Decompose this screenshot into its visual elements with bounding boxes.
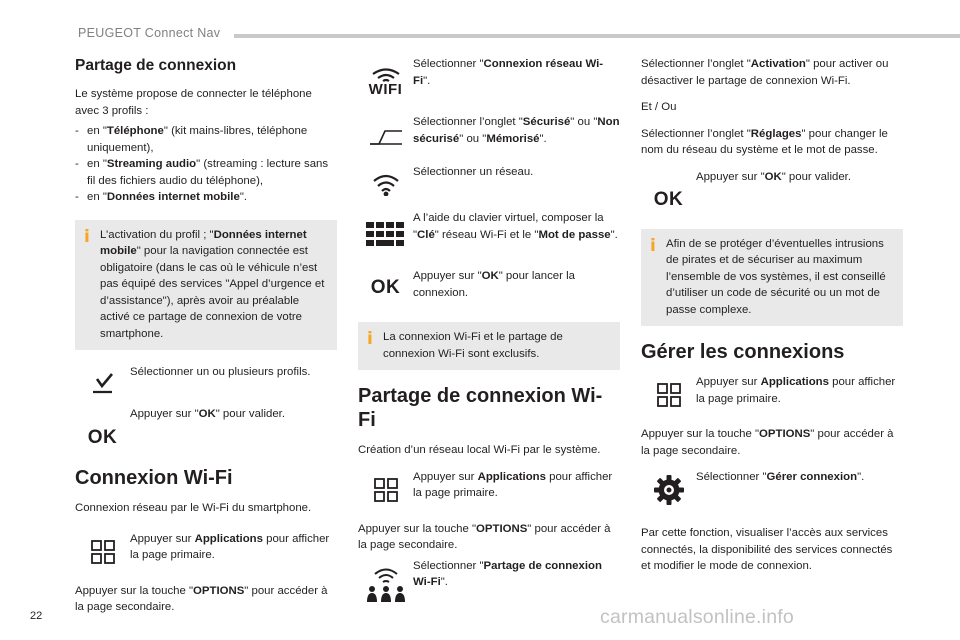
column-3 — [641, 56, 903, 579]
applications-grid-icon — [75, 531, 130, 571]
info-box: i Afin de se protéger d’éventuelles intrusions de pirates et de sécuriser au maximum l’ensemble de vos systèmes, il est conseillé d’utiliser un code de sécurité ou un mot de passe complexe. — [641, 229, 903, 327]
step-applications: Appuyer sur Applications pour afficher la page primaire. — [75, 531, 337, 571]
ok-icon: OK — [87, 426, 118, 448]
info-icon: i — [84, 226, 90, 247]
applications-grid-icon — [358, 469, 413, 509]
info-icon: i — [650, 235, 656, 256]
page-number: 22 — [30, 610, 43, 622]
options-instruction: Appuyer sur la touche "OPTIONS" pour accéder à la page secondaire. — [641, 428, 894, 457]
activation-instruction: Sélectionner l’onglet "Activation" pour activer ou désactiver le partage de connexion Wi-Fi. — [641, 58, 889, 87]
step-applications: Appuyer sur Applications pour afficher la page primaire. — [358, 469, 620, 509]
step-applications: Appuyer sur Applications pour afficher la page primaire. — [641, 374, 903, 414]
hotspot-intro: Création d’un réseau local Wi-Fi par le système. — [358, 444, 601, 456]
step-partage-wifi: Sélectionner "Partage de connexion Wi-Fi". — [358, 558, 620, 608]
heading-gerer-connexions: Gérer les connexions — [641, 341, 845, 363]
step-connexion-reseau-wifi: WIFI Sélectionner "Connexion réseau Wi-Fi". — [358, 56, 620, 108]
step-select-network: Sélectionner un réseau. — [358, 164, 620, 204]
column-1 — [75, 56, 337, 620]
header-rule — [234, 34, 960, 38]
step-keyboard: A l’aide du clavier virtuel, composer la "Clé" réseau Wi-Fi et le "Mot de passe". — [358, 210, 620, 262]
list-item: - en "Données internet mobile". — [75, 191, 248, 203]
ok-icon: OK — [653, 189, 684, 210]
step-ok: OK Appuyer sur "OK" pour valider. — [75, 406, 337, 446]
step-ok-connect: OK Appuyer sur "OK" pour lancer la connexion. — [358, 268, 620, 306]
column-2 — [358, 56, 620, 614]
list-item: - en "Streaming audio" (streaming : lecture sans fil des fichiers audio du téléphone), — [75, 158, 329, 187]
info-icon: i — [367, 329, 373, 349]
running-header: PEUGEOT Connect Nav — [78, 26, 221, 40]
watermark: carmanualsonline.info — [600, 606, 794, 628]
step-onglet-securise: Sélectionner l’onglet "Sécurisé" ou "Non sécurisé" ou "Mémorisé". — [358, 114, 620, 158]
tab-icon — [358, 114, 413, 158]
heading-partage-connexion: Partage de connexion — [75, 57, 237, 74]
step-ok: OK Appuyer sur "OK" pour valider. — [641, 169, 903, 209]
step-select-profiles: Sélectionner un ou plusieurs profils. — [75, 364, 337, 400]
heading-partage-wifi: Partage de connexion Wi-Fi — [358, 385, 603, 431]
heading-connexion-wifi: Connexion Wi-Fi — [75, 467, 233, 489]
profiles-intro: Le système propose de connecter le téléphone avec 3 profils : — [75, 88, 312, 117]
select-check-icon — [75, 364, 130, 400]
info-box: i L’activation du profil ; "Données internet mobile" pour la navigation connectée est obligatoire (dans le cas où le véhicule n’est pas équipé des services "Appel d’urgence et d’assistance"), après avoir au préalable activé ce partage de connexion de votre smartphone. — [75, 220, 337, 351]
step-gerer-connexion: Sélectionner "Gérer connexion". — [641, 469, 903, 509]
options-instruction: Appuyer sur la touche "OPTIONS" pour accéder à la page secondaire. — [75, 584, 328, 613]
list-item: - en "Téléphone" (kit mains-libres, téléphone uniquement), — [75, 125, 308, 154]
info-box: i La connexion Wi-Fi et le partage de connexion Wi-Fi sont exclusifs. — [358, 322, 620, 370]
wifi-signal-icon — [358, 164, 413, 204]
et-ou: Et / Ou — [641, 101, 677, 113]
reglages-instruction: Sélectionner l’onglet "Réglages" pour changer le nom du réseau du système et le mot de passe. — [641, 127, 888, 156]
keyboard-icon — [358, 210, 413, 262]
wifi-icon: WIFI — [358, 56, 413, 108]
ok-icon: OK — [370, 276, 401, 298]
gear-icon — [641, 469, 696, 509]
wifi-sharing-icon — [358, 558, 413, 608]
outro: Par cette fonction, visualiser l’accès aux services connectés, la disponibilité des services connectés et modifier le mode de connexion. — [641, 527, 893, 572]
options-instruction: Appuyer sur la touche "OPTIONS" pour accéder à la page secondaire. — [358, 522, 611, 551]
applications-grid-icon — [641, 374, 696, 414]
wifi-intro: Connexion réseau par le Wi-Fi du smartphone. — [75, 502, 312, 514]
